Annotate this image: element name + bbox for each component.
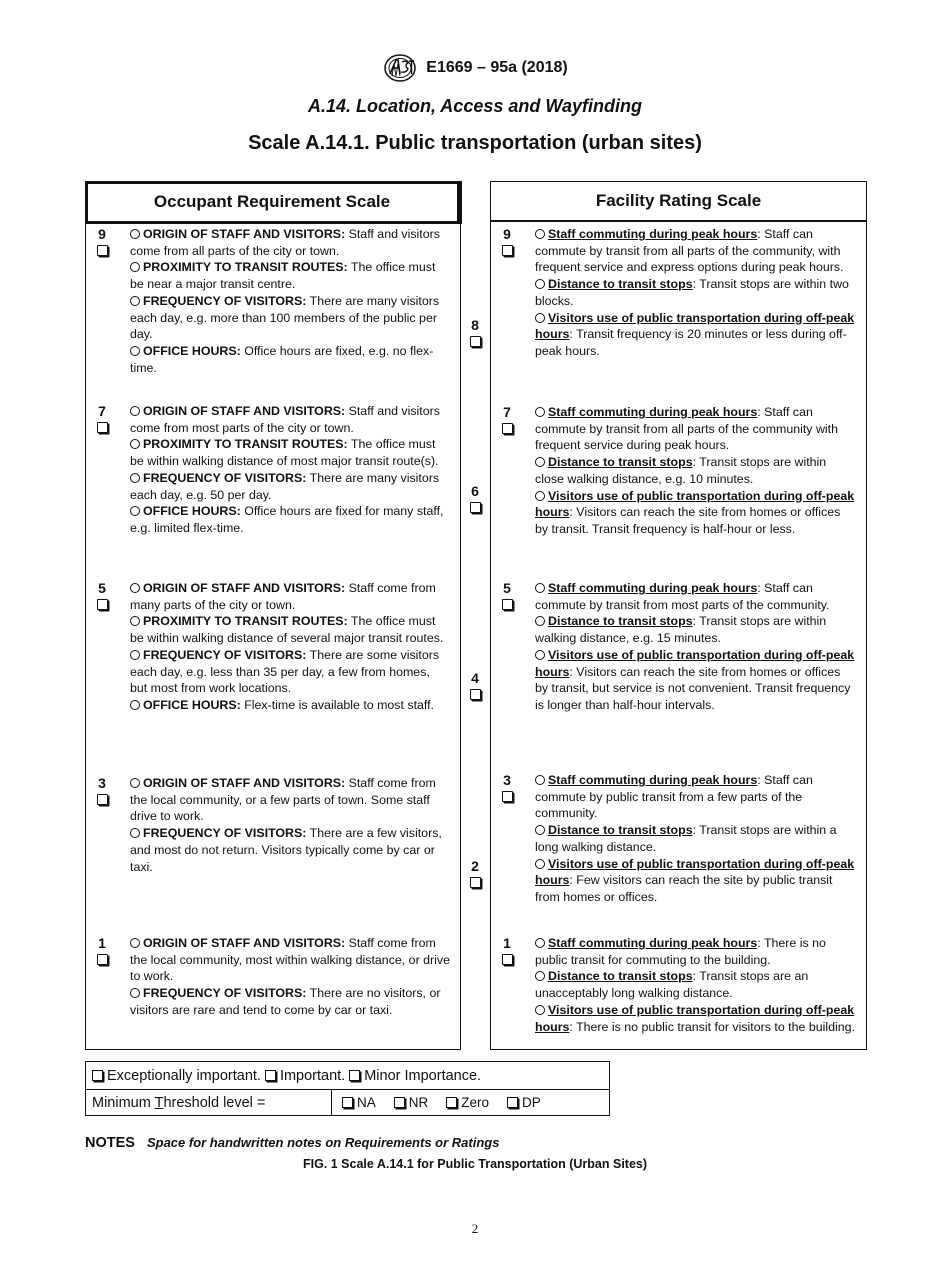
figure-caption: FIG. 1 Scale A.14.1 for Public Transportation (Urban Sites) bbox=[302, 1157, 648, 1171]
checkbox-icon[interactable] bbox=[97, 422, 108, 433]
radio-circle-icon[interactable] bbox=[535, 775, 545, 785]
criterion-label: ORIGIN OF STAFF AND VISITORS: bbox=[143, 776, 346, 790]
criterion-text: The office must be within walking distance of most major transit route(s). bbox=[130, 437, 439, 469]
notes-text: Space for handwritten notes on Requirements or Ratings bbox=[146, 1135, 500, 1150]
threshold-option-zero[interactable]: Zero bbox=[446, 1095, 489, 1110]
radio-circle-icon[interactable] bbox=[535, 859, 545, 869]
criterion-item bbox=[130, 403, 450, 436]
criterion-item bbox=[130, 935, 450, 985]
criterion-item bbox=[535, 488, 856, 538]
criterion-label: Visitors use of public transportation during off-peak hours bbox=[535, 1002, 855, 1034]
level-description bbox=[535, 580, 856, 714]
criterion-text: There are some visitors each day, e.g. less than 35 per day, a few from homes, but most from work locations. bbox=[130, 647, 440, 696]
criterion-item bbox=[535, 613, 856, 646]
level-number[interactable]: 1 bbox=[92, 935, 112, 965]
criterion-label: ORIGIN OF STAFF AND VISITORS: bbox=[143, 404, 346, 418]
criterion-label: ORIGIN OF STAFF AND VISITORS: bbox=[143, 227, 346, 241]
level-description bbox=[130, 775, 450, 875]
criterion-label: Staff commuting during peak hours bbox=[548, 405, 758, 419]
occupant-requirement-panel bbox=[85, 181, 461, 1050]
criterion-text: There are no visitors, or visitors are rare and tend to come by car or taxi. bbox=[130, 986, 441, 1017]
astm-logo-icon bbox=[382, 52, 418, 84]
criterion-text: : Visitors can reach the site from homes or offices by transit, but service is not convenient. Transit frequency is longer than half-hour intervals. bbox=[535, 664, 851, 712]
radio-circle-icon[interactable] bbox=[130, 616, 140, 626]
checkbox-icon[interactable] bbox=[502, 599, 513, 610]
criterion-text: : Staff can commute by transit from all parts of the community, with frequent service and express options during peak hours. bbox=[535, 227, 844, 275]
threshold-options bbox=[332, 1090, 541, 1115]
criterion-item bbox=[130, 259, 450, 292]
criterion-item bbox=[130, 436, 450, 469]
criterion-item bbox=[535, 968, 856, 1001]
criterion-text: Office hours are fixed, e.g. no flex-time. bbox=[130, 343, 434, 375]
radio-circle-icon[interactable] bbox=[130, 439, 140, 449]
criterion-item bbox=[130, 343, 450, 376]
radio-circle-icon[interactable] bbox=[535, 1005, 545, 1015]
radio-circle-icon[interactable] bbox=[130, 650, 140, 660]
criterion-label: PROXIMITY TO TRANSIT ROUTES: bbox=[143, 437, 348, 452]
checkbox-icon[interactable] bbox=[342, 1097, 353, 1108]
criterion-item bbox=[130, 293, 450, 343]
criterion-label: Distance to transit stops bbox=[548, 277, 693, 292]
radio-circle-icon[interactable] bbox=[535, 279, 545, 289]
criterion-text: Staff and visitors come from most parts of the city or town. bbox=[130, 404, 440, 435]
criterion-item bbox=[535, 310, 856, 360]
criterion-text: Flex-time is available to most staff. bbox=[240, 697, 435, 712]
checkbox-icon[interactable] bbox=[92, 1070, 103, 1081]
intermediate-level-8[interactable]: 8 bbox=[465, 317, 485, 347]
criterion-item bbox=[535, 647, 856, 714]
criterion-text: The office must be near a major transit centre. bbox=[130, 260, 436, 292]
importance-minor[interactable]: Minor Importance. bbox=[349, 1068, 481, 1084]
threshold-option-nr[interactable]: NR bbox=[394, 1095, 429, 1110]
criterion-item bbox=[535, 454, 856, 487]
criterion-label: Staff commuting during peak hours bbox=[548, 581, 758, 595]
criterion-text: There are many visitors each day, e.g. 50 per day. bbox=[130, 470, 440, 502]
radio-circle-icon[interactable] bbox=[130, 346, 140, 356]
checkbox-icon[interactable] bbox=[446, 1097, 457, 1108]
radio-circle-icon[interactable] bbox=[535, 616, 545, 626]
intermediate-level-2[interactable]: 2 bbox=[465, 858, 485, 888]
occupant-panel-title: Occupant Requirement Scale bbox=[85, 181, 462, 224]
criterion-text: Staff come from many parts of the city or town. bbox=[130, 581, 436, 612]
radio-circle-icon[interactable] bbox=[130, 778, 140, 788]
radio-circle-icon[interactable] bbox=[535, 407, 545, 417]
criterion-text: : Visitors can reach the site from homes or offices by transit. Transit frequency is half-hour or less. bbox=[535, 505, 841, 536]
radio-circle-icon[interactable] bbox=[535, 650, 545, 660]
checkbox-icon[interactable] bbox=[97, 794, 108, 805]
criterion-item bbox=[130, 647, 450, 697]
level-number[interactable]: 7 bbox=[92, 403, 112, 433]
criterion-text: Staff come from the local community, or a few parts of town. Some staff drive to work. bbox=[130, 776, 436, 824]
criterion-text: : There is no public transit for visitors to the building. bbox=[569, 1019, 856, 1034]
radio-circle-icon[interactable] bbox=[130, 828, 140, 838]
criterion-item bbox=[535, 580, 856, 613]
criterion-item bbox=[535, 856, 856, 906]
criterion-text: Staff come from the local community, most within walking distance, or drive to work. bbox=[130, 936, 450, 984]
page-number: 2 bbox=[471, 1221, 479, 1236]
level-description bbox=[535, 226, 856, 360]
threshold-label: Minimum Threshold level = bbox=[86, 1090, 332, 1115]
criterion-text: There are many visitors each day, e.g. more than 100 members of the public per day. bbox=[130, 293, 440, 342]
radio-circle-icon[interactable] bbox=[130, 938, 140, 948]
criterion-item bbox=[130, 580, 450, 613]
radio-circle-icon[interactable] bbox=[535, 971, 545, 981]
section-title: A.14. Location, Access and Wayfinding bbox=[307, 96, 643, 116]
designation-text: E1669 – 95a (2018) bbox=[426, 59, 568, 76]
criterion-label: FREQUENCY OF VISITORS: bbox=[143, 470, 307, 485]
criterion-label: Distance to transit stops bbox=[548, 969, 693, 984]
checkbox-icon[interactable] bbox=[97, 599, 108, 610]
criterion-text: : Staff can commute by transit from most parts of the community. bbox=[535, 581, 830, 612]
criterion-item bbox=[535, 822, 856, 855]
criterion-text: : Staff can commute by transit from all parts of the community with frequent service during peak hours. bbox=[535, 405, 838, 453]
threshold-option-na[interactable]: NA bbox=[342, 1095, 376, 1110]
scale-title: Scale A.14.1. Public transportation (urban sites) bbox=[248, 132, 702, 154]
checkbox-icon[interactable] bbox=[470, 502, 481, 513]
criterion-text: : Few visitors can reach the site by public transit from homes or offices. bbox=[535, 873, 833, 904]
criterion-label: FREQUENCY OF VISITORS: bbox=[143, 293, 307, 308]
criterion-text: The office must be within walking distance of several major transit routes. bbox=[130, 614, 444, 646]
criterion-label: ORIGIN OF STAFF AND VISITORS: bbox=[143, 581, 346, 595]
checkbox-icon[interactable] bbox=[470, 877, 481, 888]
criterion-label: Staff commuting during peak hours bbox=[548, 936, 758, 950]
level-description bbox=[535, 935, 856, 1035]
radio-circle-icon[interactable] bbox=[535, 491, 545, 501]
criterion-item bbox=[130, 503, 450, 536]
radio-circle-icon[interactable] bbox=[130, 700, 140, 710]
level-number[interactable]: 9 bbox=[92, 226, 112, 256]
radio-circle-icon[interactable] bbox=[130, 406, 140, 416]
checkbox-icon[interactable] bbox=[502, 791, 513, 802]
level-number[interactable]: 7 bbox=[497, 404, 517, 434]
checkbox-icon[interactable] bbox=[97, 245, 108, 256]
checkbox-icon[interactable] bbox=[97, 954, 108, 965]
criterion-label: FREQUENCY OF VISITORS: bbox=[143, 986, 307, 1001]
checkbox-icon[interactable] bbox=[349, 1070, 360, 1081]
checkbox-icon[interactable] bbox=[470, 689, 481, 700]
threshold-option-dp[interactable]: DP bbox=[507, 1095, 541, 1110]
intermediate-level-6[interactable]: 6 bbox=[465, 483, 485, 513]
level-number[interactable]: 5 bbox=[92, 580, 112, 610]
importance-legend bbox=[85, 1061, 610, 1116]
importance-row bbox=[86, 1062, 609, 1090]
criterion-text: : Transit stops are within two blocks. bbox=[535, 277, 849, 308]
criterion-item bbox=[535, 772, 856, 822]
criterion-item bbox=[130, 613, 450, 646]
level-description bbox=[535, 772, 856, 906]
criterion-item bbox=[535, 276, 856, 309]
criterion-text: : Transit stops are within walking distance, e.g. 15 minutes. bbox=[535, 614, 827, 646]
criterion-text: Staff and visitors come from all parts of the city or town. bbox=[130, 227, 440, 258]
criterion-label: Distance to transit stops bbox=[548, 614, 693, 629]
level-description bbox=[535, 404, 856, 538]
criterion-label: Visitors use of public transportation during off-peak hours bbox=[535, 488, 855, 520]
criterion-text: : There is no public transit for commuting to the building. bbox=[535, 936, 826, 967]
facility-panel-title: Facility Rating Scale bbox=[491, 182, 866, 222]
level-number[interactable]: 1 bbox=[497, 935, 517, 965]
threshold-row bbox=[86, 1090, 609, 1115]
criterion-label: Visitors use of public transportation during off-peak hours bbox=[535, 310, 855, 342]
criterion-text: : Transit stops are an unacceptably long walking distance. bbox=[535, 969, 809, 1001]
checkbox-icon[interactable] bbox=[394, 1097, 405, 1108]
criterion-item bbox=[130, 985, 450, 1018]
importance-important[interactable]: Important. bbox=[265, 1068, 345, 1084]
criterion-label: FREQUENCY OF VISITORS: bbox=[143, 826, 307, 841]
radio-circle-icon[interactable] bbox=[130, 229, 140, 239]
checkbox-icon[interactable] bbox=[470, 336, 481, 347]
radio-circle-icon[interactable] bbox=[130, 296, 140, 306]
level-number[interactable]: 3 bbox=[497, 772, 517, 802]
criterion-label: OFFICE HOURS: bbox=[143, 697, 241, 712]
checkbox-icon[interactable] bbox=[502, 245, 513, 256]
notes-line bbox=[85, 1134, 499, 1151]
criterion-label: ORIGIN OF STAFF AND VISITORS: bbox=[143, 936, 346, 950]
criterion-label: Staff commuting during peak hours bbox=[548, 227, 758, 241]
criterion-label: PROXIMITY TO TRANSIT ROUTES: bbox=[143, 614, 348, 629]
intermediate-level-4[interactable]: 4 bbox=[465, 670, 485, 700]
criterion-text: : Transit stops are within a long walking distance. bbox=[535, 823, 837, 854]
document-header bbox=[0, 52, 950, 89]
level-description bbox=[130, 580, 450, 714]
radio-circle-icon[interactable] bbox=[535, 938, 545, 948]
criterion-item bbox=[535, 1002, 856, 1035]
criterion-item bbox=[535, 935, 856, 968]
radio-circle-icon[interactable] bbox=[535, 583, 545, 593]
facility-rating-panel bbox=[490, 181, 867, 1050]
level-description bbox=[130, 935, 450, 1019]
radio-circle-icon[interactable] bbox=[130, 262, 140, 272]
radio-circle-icon[interactable] bbox=[535, 825, 545, 835]
level-description bbox=[130, 226, 450, 376]
radio-circle-icon[interactable] bbox=[535, 229, 545, 239]
criterion-label: OFFICE HOURS: bbox=[143, 504, 241, 519]
level-number[interactable]: 9 bbox=[497, 226, 517, 256]
criterion-label: Distance to transit stops bbox=[548, 455, 693, 470]
checkbox-icon[interactable] bbox=[502, 954, 513, 965]
level-number[interactable]: 3 bbox=[92, 775, 112, 805]
criterion-label: Visitors use of public transportation during off-peak hours bbox=[535, 647, 855, 679]
criterion-item bbox=[535, 404, 856, 454]
criterion-text: : Transit stops are within close walking distance, e.g. 10 minutes. bbox=[535, 455, 827, 486]
criterion-item bbox=[535, 226, 856, 276]
checkbox-icon[interactable] bbox=[502, 423, 513, 434]
radio-circle-icon[interactable] bbox=[535, 313, 545, 323]
designation bbox=[382, 52, 567, 84]
criterion-text: : Staff can commute by public transit from a few parts of the community. bbox=[535, 773, 813, 821]
level-number[interactable]: 5 bbox=[497, 580, 517, 610]
importance-exceptional[interactable]: Exceptionally important. bbox=[92, 1068, 261, 1084]
radio-circle-icon[interactable] bbox=[130, 473, 140, 483]
criterion-item bbox=[130, 470, 450, 503]
checkbox-icon[interactable] bbox=[507, 1097, 518, 1108]
criterion-label: PROXIMITY TO TRANSIT ROUTES: bbox=[143, 260, 348, 275]
radio-circle-icon[interactable] bbox=[130, 583, 140, 593]
level-description bbox=[130, 403, 450, 537]
criterion-label: Staff commuting during peak hours bbox=[548, 773, 758, 787]
criterion-label: Visitors use of public transportation during off-peak hours bbox=[535, 856, 855, 888]
criterion-label: Distance to transit stops bbox=[548, 823, 693, 838]
criterion-label: OFFICE HOURS: bbox=[143, 343, 241, 358]
criterion-item bbox=[130, 226, 450, 259]
criterion-text: : Transit frequency is 20 minutes or less during off-peak hours. bbox=[535, 327, 847, 358]
criterion-item bbox=[130, 697, 450, 714]
radio-circle-icon[interactable] bbox=[130, 506, 140, 516]
checkbox-icon[interactable] bbox=[265, 1070, 276, 1081]
criterion-item bbox=[130, 825, 450, 875]
radio-circle-icon[interactable] bbox=[535, 457, 545, 467]
radio-circle-icon[interactable] bbox=[130, 988, 140, 998]
criterion-text: There are a few visitors, and most do not return. Visitors typically come by car or taxi. bbox=[130, 826, 442, 874]
notes-label: NOTES bbox=[85, 1135, 135, 1151]
criterion-item bbox=[130, 775, 450, 825]
criterion-label: FREQUENCY OF VISITORS: bbox=[143, 647, 307, 662]
criterion-text: Office hours are fixed for many staff, e.g. limited flex-time. bbox=[130, 504, 444, 535]
